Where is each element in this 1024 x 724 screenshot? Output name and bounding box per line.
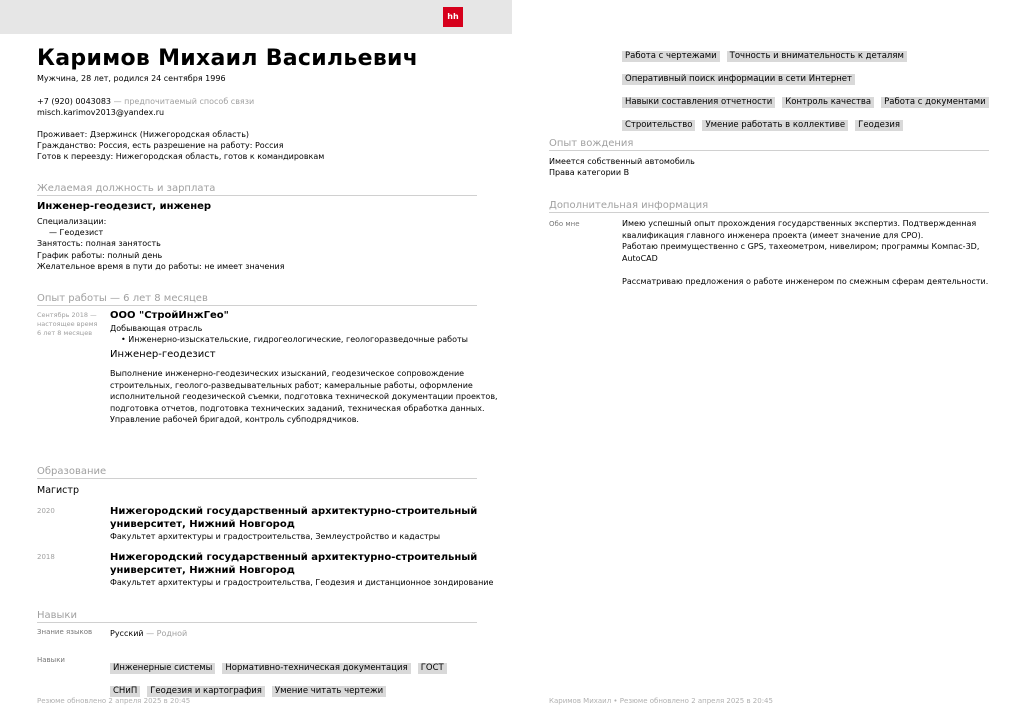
resume-page-2 — [549, 0, 989, 724]
email[interactable]: misch.karimov2013@yandex.ru — [37, 108, 165, 117]
skill-tag: Работа с чертежами — [622, 51, 720, 62]
edu-faculty: Факультет архитектуры и градостроительства, Землеустройство и кадастры — [110, 532, 441, 541]
section-heading-driving: Опыт вождения — [549, 138, 989, 151]
about-label: Обо мне — [549, 220, 580, 228]
skill-tag: ГОСТ — [418, 663, 447, 674]
period-start: Сентябрь 2018 — — [37, 311, 97, 319]
skills-tags-right — [622, 43, 1002, 135]
footer-updated: Резюме обновлено 2 апреля 2025 в 20:45 — [37, 697, 191, 705]
about-line: Работаю преимущественно с GPS, тахеометром, нивелиром; программы Компас-3D, — [622, 242, 980, 251]
phone-note: — предпочитаемый способ связи — [113, 97, 255, 106]
education-level: Магистр — [37, 485, 79, 496]
edu-year: 2018 — [37, 553, 55, 561]
period-end: настоящее время — [37, 320, 98, 328]
skill-tag: Геодезия — [855, 120, 903, 131]
languages-label: Знание языков — [37, 628, 93, 636]
skill-tag: Умение читать чертежи — [272, 686, 386, 697]
desc-line: Управление рабочей бригадой, контроль субподрядчиков. — [110, 415, 359, 424]
employment: Занятость: полная занятость — [37, 239, 161, 248]
specialization-item: — Геодезист — [49, 228, 104, 237]
skill-tag: Навыки составления отчетности — [622, 97, 775, 108]
candidate-info: Мужчина, 28 лет, родился 24 сентября 1996 — [37, 74, 226, 83]
about-line: Рассматриваю предложения о работе инженером по смежным сферам деятельности. — [622, 276, 989, 286]
skill-tag: Точность и внимательность к деталям — [727, 51, 907, 62]
company-name: ООО "СтройИнжГео" — [110, 310, 229, 321]
section-heading-education: Образование — [37, 466, 477, 479]
own-car: Имеется собственный автомобиль — [549, 157, 695, 166]
skill-tag: Геодезия и картография — [147, 686, 265, 697]
citizenship: Гражданство: Россия, есть разрешение на работу: Россия — [37, 141, 284, 150]
residence: Проживает: Дзержинск (Нижегородская область) — [37, 130, 250, 139]
skill-tag: Оперативный поиск информации в сети Интернет — [622, 74, 855, 85]
contact-phone-line — [37, 96, 254, 108]
period-duration: 6 лет 8 месяцев — [37, 329, 93, 337]
schedule: График работы: полный день — [37, 251, 163, 260]
about-line: квалификация главного инженера проекта (имеет значение для СРО). — [622, 230, 924, 240]
section-heading-position: Желаемая должность и зарплата — [37, 183, 477, 196]
industry: Добывающая отрасль — [110, 324, 203, 333]
skill-tag: Умение работать в коллективе — [702, 120, 848, 131]
edu-faculty: Факультет архитектуры и градостроительства, Геодезия и дистанционное зондирование — [110, 578, 494, 587]
institution-line: университет, Нижний Новгород — [110, 518, 295, 530]
about-spacer — [622, 264, 988, 276]
edu-year: 2020 — [37, 507, 55, 515]
desired-position: Инженер-геодезист, инженер — [37, 201, 212, 212]
institution-line: университет, Нижний Новгород — [110, 564, 295, 576]
skill-tag: Инженерные системы — [110, 663, 215, 674]
industry-item: • Инженерно-изыскательские, гидрогеологические, геологоразведочные работы — [121, 335, 468, 344]
language: Русский — [110, 629, 144, 638]
edu-institution — [110, 506, 477, 531]
desc-line: Выполнение инженерно-геодезических изысканий, геодезическое сопровождение — [110, 369, 465, 378]
institution-line: Нижегородский государственный архитектурно-строительный — [110, 506, 478, 517]
hh-logo[interactable]: hh — [443, 7, 463, 27]
section-heading-additional: Дополнительная информация — [549, 200, 989, 213]
skill-tag: Нормативно-техническая документация — [222, 663, 410, 674]
skill-tag: Строительство — [622, 120, 695, 131]
footer-updated: Каримов Михаил • Резюме обновлено 2 апреля 2025 в 20:45 — [549, 697, 773, 705]
job-role: Инженер-геодезист — [110, 349, 216, 360]
specializations-label: Специализации: — [37, 217, 107, 226]
skills-label: Навыки — [37, 656, 65, 664]
skill-tag: Работа с документами — [881, 97, 989, 108]
relocation: Готов к переезду: Нижегородская область, готов к командировкам — [37, 152, 325, 161]
job-description — [110, 368, 498, 426]
about-text — [622, 218, 988, 287]
driving-license: Права категории B — [549, 168, 630, 177]
institution-line: Нижегородский государственный архитектурно-строительный — [110, 552, 478, 563]
section-heading-skills: Навыки — [37, 610, 477, 623]
language-line — [110, 628, 187, 640]
skill-tag: Контроль качества — [782, 97, 874, 108]
desc-line: строительных, геолого-разведывательных работ; камеральные работы, оформление — [110, 380, 473, 390]
desc-line: подготовка отчетов, подготовка технических заданий, техническая обработка данных. — [110, 403, 485, 413]
desc-line: исполнительной геодезической съемки, подготовка технической документации проектов, — [110, 392, 498, 401]
resume-page-1 — [37, 0, 498, 724]
about-line: Имею успешный опыт прохождения государственных экспертиз. Подтвержденная — [622, 219, 977, 228]
candidate-name: Каримов Михаил Васильевич — [37, 46, 419, 71]
section-heading-experience: Опыт работы — 6 лет 8 месяцев — [37, 293, 477, 306]
travel-time: Желательное время в пути до работы: не имеет значения — [37, 262, 285, 271]
language-level: — Родной — [146, 629, 188, 638]
skill-tag: СНиП — [110, 686, 140, 697]
about-line: AutoCAD — [622, 253, 658, 263]
edu-institution — [110, 552, 477, 577]
skills-tags-left — [110, 655, 490, 701]
experience-period — [37, 311, 97, 338]
phone[interactable]: +7 (920) 0043083 — [37, 97, 112, 106]
